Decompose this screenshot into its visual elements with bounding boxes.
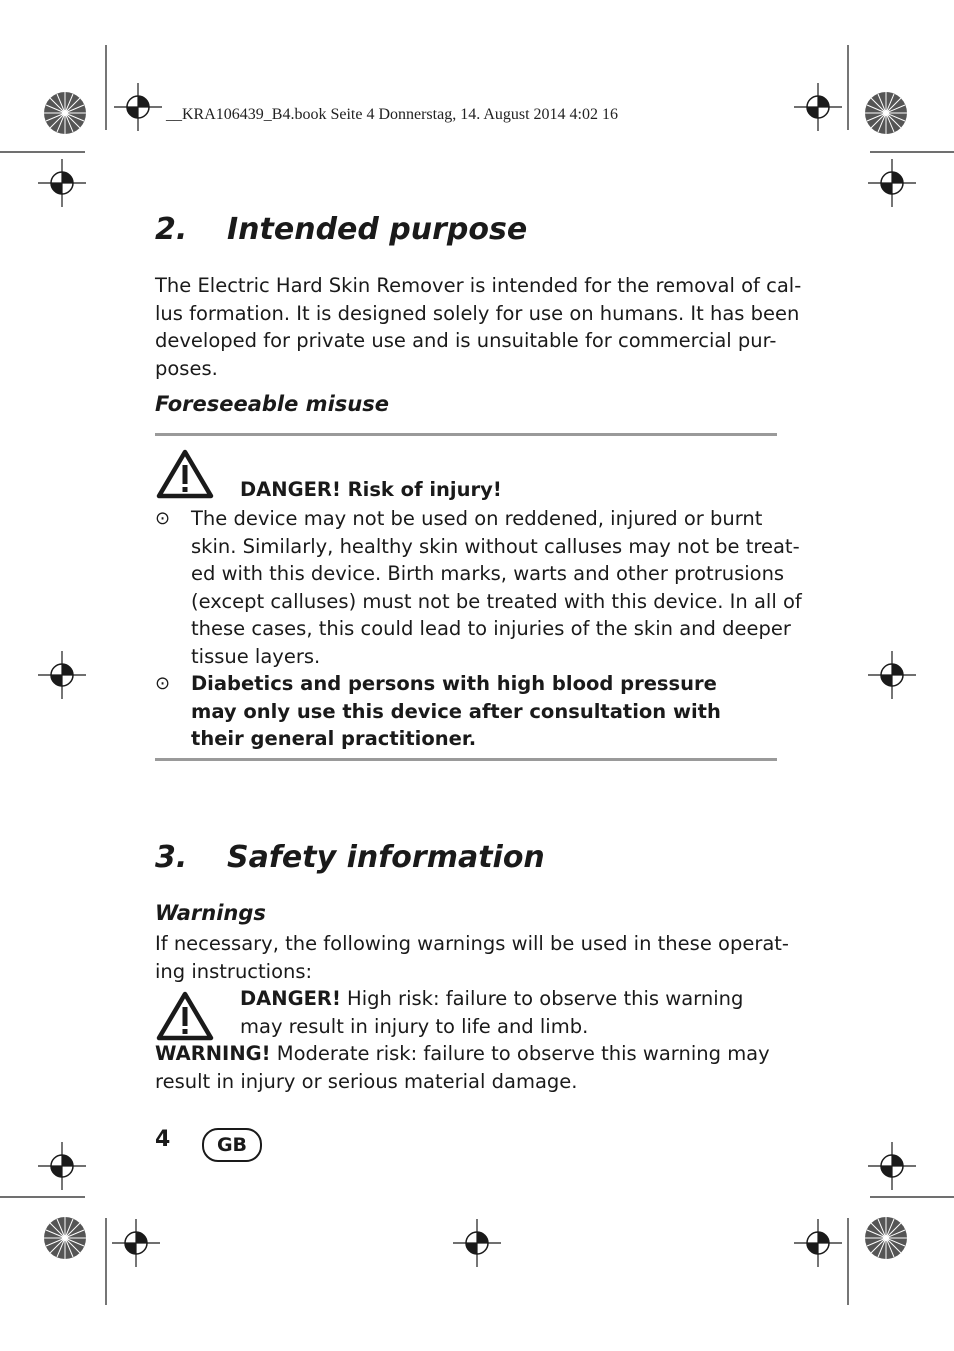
registration-mark-icon	[112, 1219, 160, 1267]
section-title: Intended purpose	[227, 212, 528, 247]
bullet-line: these cases, this could lead to injuries of the skin and deeper	[191, 617, 791, 640]
bullet-line: their general practitioner.	[191, 727, 477, 750]
language-badge: GB	[202, 1128, 262, 1162]
section-2-heading	[155, 212, 527, 247]
bullet-line: The device may not be used on reddened, injured or burnt	[191, 507, 763, 530]
bullet-text	[191, 505, 802, 670]
warnings-intro	[155, 930, 789, 985]
warning-text: result in injury or serious material damage.	[155, 1069, 578, 1093]
paragraph-line: If necessary, the following warnings will be used in these operat-	[155, 932, 789, 955]
bullet-item	[155, 670, 785, 753]
section-title: Safety information	[227, 840, 545, 875]
paragraph-line: lus formation. It is designed solely for use on humans. It has been	[155, 301, 800, 325]
paragraph-line: poses.	[155, 356, 218, 380]
registration-mark-icon	[38, 1142, 86, 1190]
bullet-icon: ⊙	[155, 508, 171, 529]
bottom-divider	[155, 758, 777, 761]
color-bar-icon	[865, 1217, 907, 1259]
bullet-text	[191, 670, 721, 753]
top-divider	[155, 433, 777, 436]
registration-mark-icon	[794, 83, 842, 131]
registration-mark-icon	[453, 1219, 501, 1267]
bullet-icon: ⊙	[155, 673, 171, 694]
bullet-line: may only use this device after consultation with	[191, 699, 721, 723]
danger-text: may result in injury to life and limb.	[240, 1014, 589, 1038]
section-number: 2.	[155, 212, 188, 247]
paragraph-line: developed for private use and is unsuitable for commercial pur-	[155, 329, 777, 352]
warning-triangle-icon	[155, 448, 215, 500]
section-3-heading	[155, 840, 545, 875]
book-header-line: __KRA106439_B4.book Seite 4 Donnerstag, 14. August 2014 4:02 16	[166, 106, 618, 123]
bullet-line: Diabetics and persons with high blood pressure	[191, 672, 717, 695]
section-number: 3.	[155, 840, 188, 875]
paragraph-line: ing instructions:	[155, 959, 313, 983]
color-bar-icon	[44, 92, 86, 134]
bullet-item	[155, 505, 802, 670]
warning-text: Moderate risk: failure to observe this warning may	[270, 1042, 770, 1065]
bullet-line: ed with this device. Birth marks, warts and other protrusions	[191, 562, 785, 585]
warning-definition	[155, 1040, 770, 1095]
page-number: 4	[155, 1127, 171, 1152]
registration-mark-icon	[794, 1219, 842, 1267]
warning-label: WARNING!	[155, 1042, 271, 1065]
color-bar-icon	[865, 92, 907, 134]
bullet-line: skin. Similarly, healthy skin without calluses may not be treat-	[191, 534, 800, 558]
danger-text: High risk: failure to observe this warning	[340, 987, 744, 1010]
bullet-line: tissue layers.	[191, 644, 321, 668]
misuse-heading: Foreseeable misuse	[155, 392, 389, 416]
registration-mark-icon	[114, 83, 162, 131]
warnings-heading: Warnings	[155, 901, 266, 925]
registration-mark-icon	[868, 159, 916, 207]
registration-mark-icon	[868, 651, 916, 699]
danger-definition	[240, 985, 743, 1040]
paragraph-line: The Electric Hard Skin Remover is intended for the removal of cal-	[155, 274, 802, 297]
registration-mark-icon	[868, 1142, 916, 1190]
intended-purpose-paragraph	[155, 272, 802, 382]
registration-mark-icon	[38, 651, 86, 699]
danger-title: DANGER! Risk of injury!	[240, 478, 502, 501]
danger-label: DANGER!	[240, 987, 341, 1010]
warning-triangle-icon	[155, 990, 215, 1042]
color-bar-icon	[44, 1217, 86, 1259]
registration-mark-icon	[38, 159, 86, 207]
bullet-line: (except calluses) must not be treated with this device. In all of	[191, 589, 802, 613]
